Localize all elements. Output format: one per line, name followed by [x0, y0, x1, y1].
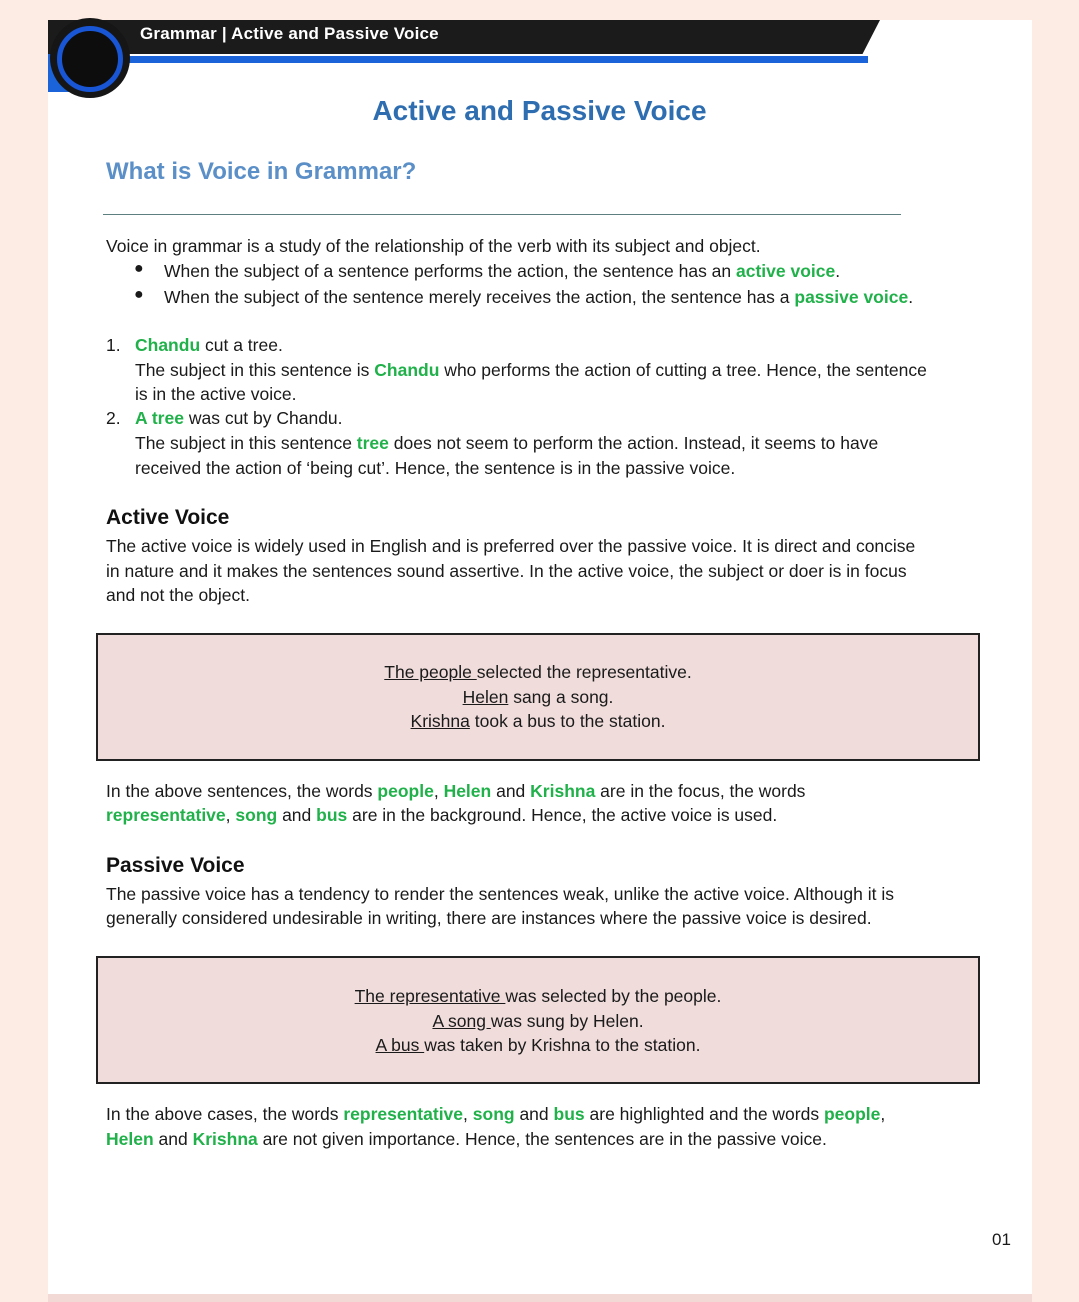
bullet-icon: ●: [134, 286, 144, 303]
passive-note-line-1: In the above cases, the words representative, song and bus are highlighted and the words people,: [106, 1104, 886, 1124]
active-voice-heading: Active Voice: [106, 506, 230, 529]
box-line: The representative was selected by the people.: [354, 986, 722, 1006]
list-number: 1.: [106, 335, 121, 355]
example-2-sentence: A tree was cut by Chandu.: [135, 408, 343, 428]
box-line: Helen sang a song.: [462, 686, 614, 707]
example-2-explanation-cont: received the action of ‘being cut’. Hence, the sentence is in the passive voice.: [135, 458, 736, 478]
section-subtitle: What is Voice in Grammar?: [106, 158, 417, 185]
list-number: 2.: [106, 408, 121, 428]
example-1-explanation-cont: is in the active voice.: [135, 384, 297, 404]
box-line: A bus was taken by Krishna to the station.: [375, 1035, 701, 1055]
passive-note-line-2: Helen and Krishna are not given importance. Hence, the sentences are in the passive voice.: [106, 1129, 827, 1149]
active-note-line-1: In the above sentences, the words people, Helen and Krishna are in the focus, the words: [106, 781, 806, 801]
passive-voice-heading: Passive Voice: [106, 854, 245, 877]
passive-paragraph-line: generally considered undesirable in writing, there are instances where the passive voice is desired.: [106, 908, 872, 928]
passive-paragraph-line: The passive voice has a tendency to render the sentences weak, unlike the active voice. Although it is: [106, 884, 894, 904]
active-note-line-2: representative, song and bus are in the background. Hence, the active voice is used.: [106, 805, 778, 825]
header-title: Grammar | Active and Passive Voice: [140, 24, 439, 43]
circle-logo-icon: [57, 26, 123, 92]
active-paragraph-line: The active voice is widely used in English and is preferred over the passive voice. It is direct and concise: [106, 536, 916, 556]
example-1-sentence: Chandu cut a tree.: [135, 335, 283, 355]
example-1-explanation: The subject in this sentence is Chandu who performs the action of cutting a tree. Hence, the sentence: [135, 360, 927, 380]
intro-bullet-2: When the subject of the sentence merely receives the action, the sentence has a passive voice.: [164, 287, 914, 307]
active-paragraph-line: and not the object.: [106, 585, 250, 605]
bullet-icon: ●: [134, 260, 144, 277]
box-line: The people selected the representative.: [384, 662, 692, 682]
intro-bullet-1: When the subject of a sentence performs the action, the sentence has an active voice.: [164, 261, 841, 281]
example-2-explanation: The subject in this sentence tree does not seem to perform the action. Instead, it seems to have: [135, 433, 879, 453]
box-line: A song was sung by Helen.: [432, 1010, 644, 1031]
page-number: 01: [992, 1230, 1011, 1249]
page-shadow: [48, 1294, 1032, 1302]
active-paragraph-line: in nature and it makes the sentences sound assertive. In the active voice, the subject or doer is in focus: [106, 561, 907, 581]
passive-examples-box: [96, 956, 980, 1084]
page-title: Active and Passive Voice: [372, 95, 707, 126]
header-blue-stripe: [122, 56, 868, 63]
divider: [103, 214, 901, 215]
active-examples-box: [96, 633, 980, 761]
box-line: Krishna took a bus to the station.: [410, 711, 666, 731]
intro-text: Voice in grammar is a study of the relationship of the verb with its subject and object.: [106, 236, 761, 256]
